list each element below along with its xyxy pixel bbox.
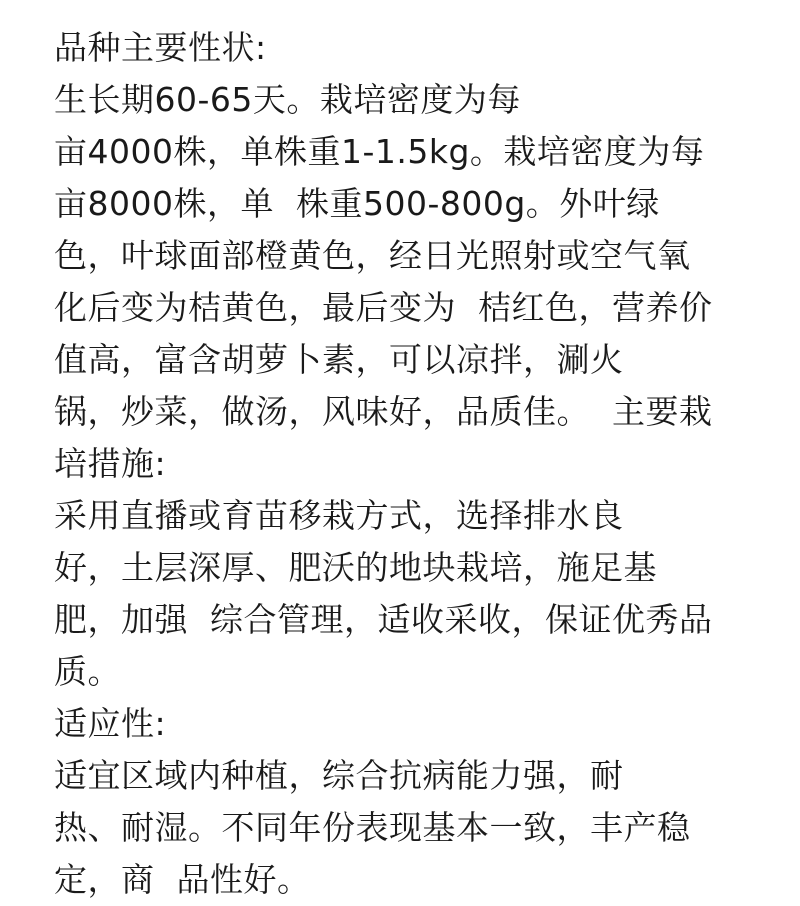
text-line: 适宜区域内种植，综合抗病能力强，耐 [54,756,624,795]
text-line: 亩4000株，单株重1-1.5kg。栽培密度为每 [54,132,705,171]
heading-adaptability: 适应性: [54,704,167,743]
text-line: 锅，炒菜，做汤，风味好，品质佳。 主要栽 [54,392,713,431]
text-line: 质。 [54,652,121,691]
text-line: 热、耐湿。不同年份表现基本一致，丰产稳 [54,808,691,847]
text-line: 培措施: [54,444,167,483]
text-line: 肥，加强 综合管理，适收采收，保证优秀品 [54,600,713,639]
document-body [54,22,794,906]
text-line: 亩8000株，单 株重500-800g。外叶绿 [54,184,660,223]
text-line: 好，土层深厚、肥沃的地块栽培，施足基 [54,548,657,587]
heading-main-traits: 品种主要性状: [54,28,267,67]
text-line: 采用直播或育苗移栽方式，选择排水良 [54,496,624,535]
text-line: 化后变为桔黄色，最后变为 桔红色，营养价 [54,288,713,327]
text-line: 定，商 品性好。 [54,860,311,899]
text-line: 色，叶球面部橙黄色，经日光照射或空气氧 [54,236,691,275]
text-line: 生长期60-65天。栽培密度为每 [54,80,521,119]
text-line: 值高，富含胡萝卜素，可以凉拌，涮火 [54,340,624,379]
